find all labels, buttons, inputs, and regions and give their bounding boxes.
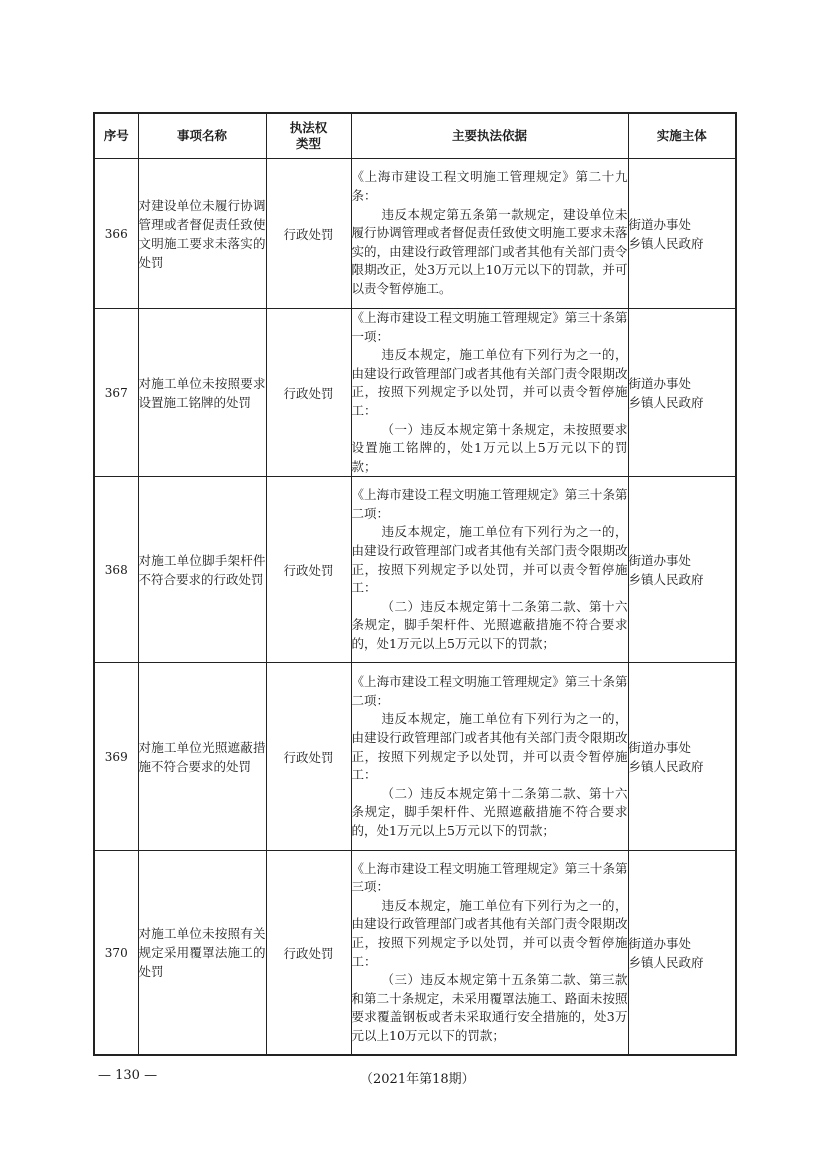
header-basis: 主要执法依据 bbox=[351, 113, 628, 159]
row-legal-basis bbox=[351, 663, 628, 851]
basis-title: 《上海市建设工程文明施工管理规定》第三十条第二项： bbox=[351, 487, 628, 521]
header-name: 事项名称 bbox=[138, 113, 266, 159]
table-row bbox=[94, 309, 736, 477]
basis-paragraph: 违反本规定，施工单位有下列行为之一的，由建设行政管理部门或者其他有关部门责令限期改正，按照下列规定予以处罚，并可以责令暂停施工： bbox=[351, 711, 628, 783]
basis-paragraph: （一）违反本规定第十条规定，未按照要求设置施工铭牌的，处1万元以上5万元以下的罚款； bbox=[351, 421, 628, 474]
row-enforcement-type: 行政处罚 bbox=[266, 159, 351, 309]
row-item-name: 对施工单位未按照有关规定采用覆罩法施工的处罚 bbox=[138, 851, 266, 1055]
org-line: 乡镇人民政府 bbox=[628, 235, 704, 251]
header-org: 实施主体 bbox=[628, 113, 736, 159]
org-line: 乡镇人民政府 bbox=[628, 571, 704, 587]
row-item-name: 对建设单位未履行协调管理或者督促责任致使文明施工要求未落实的处罚 bbox=[138, 159, 266, 309]
table-row bbox=[94, 159, 736, 309]
header-seq: 序号 bbox=[94, 113, 138, 159]
row-item-name: 对施工单位光照遮蔽措施不符合要求的处罚 bbox=[138, 663, 266, 851]
row-seq: 369 bbox=[94, 663, 138, 851]
row-seq: 366 bbox=[94, 159, 138, 309]
table-header-row bbox=[94, 113, 736, 159]
basis-paragraph: 违反本规定，施工单位有下列行为之一的，由建设行政管理部门或者其他有关部门责令限期改正，按照下列规定予以处罚，并可以责令暂停施工： bbox=[351, 897, 628, 969]
row-legal-basis bbox=[351, 851, 628, 1055]
basis-paragraph: （三）违反本规定第十五条第二款、第三款和第二十条规定，未采用覆罩法施工、路面未按照要求覆盖钢板或者未采取通行安全措施的，处3万元以上10万元以下的罚款； bbox=[351, 972, 628, 1043]
row-seq: 367 bbox=[94, 309, 138, 477]
row-seq: 370 bbox=[94, 851, 138, 1055]
basis-paragraph: 违反本规定第五条第一款规定，建设单位未履行协调管理或者督促责任致使文明施工要求未落实的，由建设行政管理部门或者其他有关部门责令限期改正，处3万元以上10万元以下的罚款，并可以责令暂停施工。 bbox=[351, 206, 628, 296]
row-seq: 368 bbox=[94, 477, 138, 663]
row-implementing-body bbox=[628, 851, 736, 1055]
basis-title: 《上海市建设工程文明施工管理规定》第三十条第二项： bbox=[351, 674, 628, 708]
row-item-name: 对施工单位脚手架杆件不符合要求的行政处罚 bbox=[138, 477, 266, 663]
header-type-line2: 类型 bbox=[295, 136, 321, 151]
header-type-line1: 执法权 bbox=[289, 120, 328, 135]
basis-paragraph: 违反本规定，施工单位有下列行为之一的，由建设行政管理部门或者其他有关部门责令限期改正，按照下列规定予以处罚，并可以责令暂停施工： bbox=[351, 524, 628, 596]
basis-title: 《上海市建设工程文明施工管理规定》第三十条第三项： bbox=[351, 860, 628, 895]
org-line: 街道办事处 bbox=[628, 935, 692, 951]
row-item-name: 对施工单位未按照要求设置施工铭牌的处罚 bbox=[138, 309, 266, 477]
row-implementing-body bbox=[628, 309, 736, 477]
org-line: 乡镇人民政府 bbox=[628, 394, 704, 410]
row-legal-basis bbox=[351, 309, 628, 477]
basis-paragraph: （二）违反本规定第十二条第二款、第十六条规定，脚手架杆件、光照遮蔽措施不符合要求的，处1万元以上5万元以下的罚款； bbox=[351, 598, 628, 651]
table-row bbox=[94, 663, 736, 851]
row-legal-basis bbox=[351, 159, 628, 309]
org-line: 街道办事处 bbox=[628, 552, 692, 568]
basis-paragraph: （二）违反本规定第十二条第二款、第十六条规定，脚手架杆件、光照遮蔽措施不符合要求的，处1万元以上5万元以下的罚款； bbox=[351, 785, 628, 838]
row-implementing-body bbox=[628, 663, 736, 851]
basis-title: 《上海市建设工程文明施工管理规定》第二十九条： bbox=[351, 169, 628, 204]
org-line: 街道办事处 bbox=[628, 375, 692, 391]
table-row bbox=[94, 851, 736, 1055]
row-enforcement-type: 行政处罚 bbox=[266, 663, 351, 851]
org-line: 街道办事处 bbox=[628, 739, 692, 755]
basis-paragraph: 违反本规定，施工单位有下列行为之一的，由建设行政管理部门或者其他有关部门责令限期改正，按照下列规定予以处罚，并可以责令暂停施工： bbox=[351, 347, 628, 418]
page-number: — 130 — bbox=[98, 1068, 158, 1083]
row-implementing-body bbox=[628, 477, 736, 663]
row-enforcement-type: 行政处罚 bbox=[266, 309, 351, 477]
header-type bbox=[266, 113, 351, 159]
basis-title: 《上海市建设工程文明施工管理规定》第三十条第一项： bbox=[351, 310, 628, 344]
org-line: 街道办事处 bbox=[628, 216, 692, 232]
row-enforcement-type: 行政处罚 bbox=[266, 477, 351, 663]
row-enforcement-type: 行政处罚 bbox=[266, 851, 351, 1055]
org-line: 乡镇人民政府 bbox=[628, 758, 704, 774]
enforcement-items-table bbox=[93, 112, 737, 1056]
row-legal-basis bbox=[351, 477, 628, 663]
org-line: 乡镇人民政府 bbox=[628, 954, 704, 970]
table-row bbox=[94, 477, 736, 663]
issue-label: （2021年第18期） bbox=[360, 1072, 475, 1087]
row-implementing-body bbox=[628, 159, 736, 309]
